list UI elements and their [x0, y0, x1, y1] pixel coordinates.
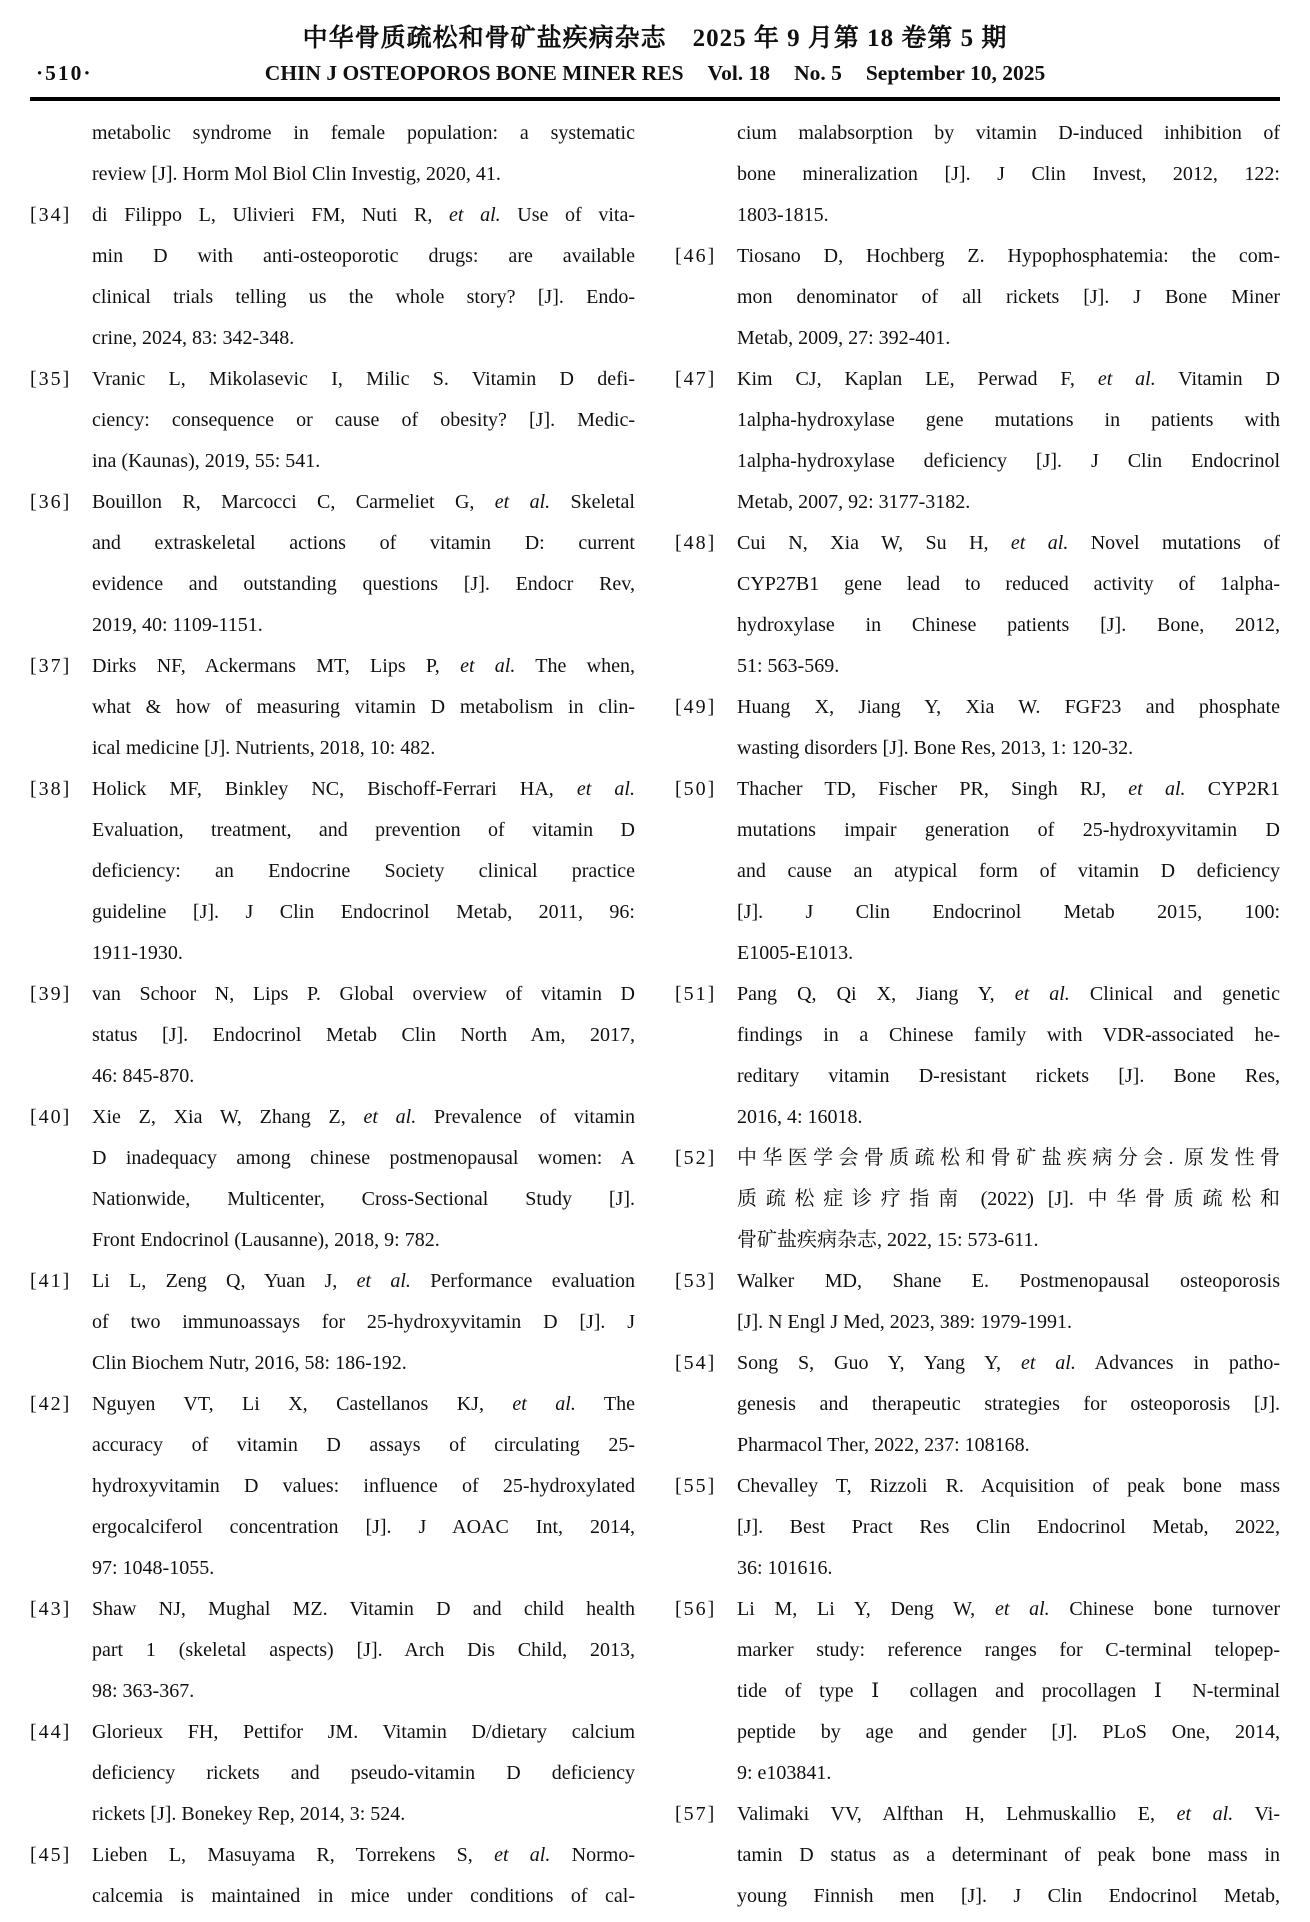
reference-line: 9: e103841.: [737, 1762, 832, 1784]
reference-line: clinical trials telling us the whole story? [J]. Endo-: [92, 286, 635, 308]
reference-item: [675, 113, 1280, 236]
reference-line: mon denominator of all rickets [J]. J Bone Miner: [737, 286, 1280, 308]
reference-line: metabolic syndrome in female population: a systematic: [92, 122, 635, 144]
reference-line: 骨矿盐疾病杂志, 2022, 15: 573-611.: [737, 1229, 1039, 1251]
reference-item: [30, 1097, 635, 1261]
reference-line: Lieben L, Masuyama R, Torrekens S, et al. Normo-: [92, 1844, 635, 1866]
reference-item: [30, 1261, 635, 1384]
reference-line: Thacher TD, Fischer PR, Singh RJ, et al. CYP2R1: [737, 778, 1280, 800]
reference-line: 51: 563-569.: [737, 655, 840, 677]
reference-line: Walker MD, Shane E. Postmenopausal osteoporosis: [737, 1270, 1280, 1292]
reference-number: [34]: [30, 204, 72, 226]
reference-number: [48]: [675, 532, 717, 554]
issue-info-chinese: 2025 年 9 月第 18 卷第 5 期: [692, 25, 1008, 52]
reference-item: [675, 236, 1280, 359]
reference-item: [675, 1589, 1280, 1794]
reference-number: [41]: [30, 1270, 72, 1292]
references-column-right: [675, 113, 1280, 1917]
reference-text: [737, 523, 1280, 687]
reference-text: [92, 769, 635, 974]
reference-item: [30, 646, 635, 769]
reference-line: CYP27B1 gene lead to reduced activity of 1alpha-: [737, 573, 1280, 595]
reference-item: [30, 1589, 635, 1712]
reference-item: [30, 113, 635, 195]
reference-number: [38]: [30, 778, 72, 800]
reference-line: part 1 (skeletal aspects) [J]. Arch Dis Child, 2013,: [92, 1639, 635, 1661]
reference-line: mutations impair generation of 25-hydroxyvitamin D: [737, 819, 1280, 841]
reference-line: tamin D status as a determinant of peak bone mass in: [737, 1844, 1280, 1866]
page-header: [0, 0, 1310, 101]
reference-number: [42]: [30, 1393, 72, 1415]
reference-line: reditary vitamin D-resistant rickets [J]. Bone Res,: [737, 1065, 1280, 1087]
reference-line: Song S, Guo Y, Yang Y, et al. Advances in patho-: [737, 1352, 1281, 1374]
reference-number: [43]: [30, 1598, 72, 1620]
reference-number: [53]: [675, 1270, 717, 1292]
reference-line: Nguyen VT, Li X, Castellanos KJ, et al. The: [92, 1393, 635, 1415]
reference-line: deficiency: an Endocrine Society clinical practice: [92, 860, 635, 882]
reference-line: Tiosano D, Hochberg Z. Hypophosphatemia: the com-: [737, 245, 1280, 267]
reference-text: [737, 1138, 1280, 1261]
reference-text: [92, 1261, 635, 1384]
reference-line: 46: 845-870.: [92, 1065, 195, 1087]
reference-line: calcemia is maintained in mice under conditions of cal-: [92, 1885, 635, 1907]
reference-line: 97: 1048-1055.: [92, 1557, 215, 1579]
reference-line: Xie Z, Xia W, Zhang Z, et al. Prevalence of vitamin: [92, 1106, 635, 1128]
date-label: September 10, 2025: [865, 61, 1046, 85]
reference-number: [51]: [675, 983, 717, 1005]
reference-line: tide of type Ⅰ collagen and procollagen Ⅰ N-terminal: [737, 1680, 1280, 1702]
reference-line: wasting disorders [J]. Bone Res, 2013, 1: 120-32.: [737, 737, 1134, 759]
reference-text: [737, 113, 1280, 236]
reference-line: review [J]. Horm Mol Biol Clin Investig, 2020, 41.: [92, 163, 501, 185]
reference-line: 中华医学会骨质疏松和骨矿盐疾病分会. 原发性骨: [737, 1147, 1280, 1169]
reference-text: [92, 359, 635, 482]
reference-item: [30, 359, 635, 482]
reference-text: [92, 1384, 635, 1589]
journal-title-chinese: 中华骨质疏松和骨矿盐疾病杂志: [302, 25, 667, 52]
reference-number: [52]: [675, 1147, 717, 1169]
reference-text: [737, 1343, 1280, 1466]
reference-line: di Filippo L, Ulivieri FM, Nuti R, et al. Use of vita-: [92, 204, 635, 226]
reference-line: Front Endocrinol (Lausanne), 2018, 9: 782.: [92, 1229, 440, 1251]
reference-line: ergocalciferol concentration [J]. J AOAC Int, 2014,: [92, 1516, 635, 1538]
reference-item: [30, 769, 635, 974]
reference-line: marker study: reference ranges for C-terminal telopep-: [737, 1639, 1280, 1661]
reference-item: [30, 1384, 635, 1589]
reference-number: [44]: [30, 1721, 72, 1743]
reference-line: min D with anti-osteoporotic drugs: are available: [92, 245, 635, 267]
reference-line: Clin Biochem Nutr, 2016, 58: 186-192.: [92, 1352, 407, 1374]
reference-text: [737, 1261, 1280, 1343]
journal-title-english: CHIN J OSTEOPOROS BONE MINER RES: [264, 61, 684, 85]
reference-line: Nationwide, Multicenter, Cross-Sectional Study [J].: [92, 1188, 635, 1210]
reference-line: 1alpha-hydroxylase gene mutations in patients with: [737, 409, 1280, 431]
reference-line: [J]. Best Pract Res Clin Endocrinol Metab, 2022,: [737, 1516, 1280, 1538]
reference-text: [92, 1589, 635, 1712]
reference-line: cium malabsorption by vitamin D-induced inhibition of: [737, 122, 1280, 144]
reference-number: [55]: [675, 1475, 717, 1497]
reference-text: [92, 113, 635, 195]
reference-line: D inadequacy among chinese postmenopausal women: A: [92, 1147, 635, 1169]
reference-line: genesis and therapeutic strategies for osteoporosis [J].: [737, 1393, 1280, 1415]
reference-line: Kim CJ, Kaplan LE, Perwad F, et al. Vitamin D: [737, 368, 1280, 390]
reference-line: Bouillon R, Marcocci C, Carmeliet G, et al. Skeletal: [92, 491, 635, 513]
reference-number: [49]: [675, 696, 717, 718]
reference-line: and extraskeletal actions of vitamin D: current: [92, 532, 635, 554]
reference-line: van Schoor N, Lips P. Global overview of vitamin D: [92, 983, 635, 1005]
reference-text: [92, 1712, 635, 1835]
reference-text: [92, 1835, 635, 1917]
reference-item: [675, 1343, 1280, 1466]
reference-number: [57]: [675, 1803, 717, 1825]
reference-line: guideline [J]. J Clin Endocrinol Metab, 2011, 96:: [92, 901, 635, 923]
reference-line: ical medicine [J]. Nutrients, 2018, 10: 482.: [92, 737, 436, 759]
reference-item: [675, 1794, 1280, 1917]
reference-line: Valimaki VV, Alfthan H, Lehmuskallio E, et al. Vi-: [737, 1803, 1280, 1825]
reference-number: [37]: [30, 655, 72, 677]
reference-text: [737, 1794, 1280, 1917]
reference-line: peptide by age and gender [J]. PLoS One, 2014,: [737, 1721, 1280, 1743]
reference-line: rickets [J]. Bonekey Rep, 2014, 3: 524.: [92, 1803, 406, 1825]
reference-item: [675, 359, 1280, 523]
reference-line: Li L, Zeng Q, Yuan J, et al. Performance evaluation: [92, 1270, 635, 1292]
reference-item: [675, 769, 1280, 974]
reference-number: [50]: [675, 778, 717, 800]
reference-text: [737, 687, 1280, 769]
reference-text: [737, 359, 1280, 523]
reference-text: [92, 195, 635, 359]
reference-line: Glorieux FH, Pettifor JM. Vitamin D/dietary calcium: [92, 1721, 635, 1743]
reference-line: Holick MF, Binkley NC, Bischoff-Ferrari HA, et al.: [92, 778, 635, 800]
reference-line: of two immunoassays for 25-hydroxyvitamin D [J]. J: [92, 1311, 635, 1333]
reference-line: ciency: consequence or cause of obesity? [J]. Medic-: [92, 409, 635, 431]
reference-line: bone mineralization [J]. J Clin Invest, 2012, 122:: [737, 163, 1280, 185]
header-english-line: [0, 56, 1310, 90]
page-number: ·510·: [36, 61, 93, 85]
reference-item: [675, 1138, 1280, 1261]
reference-text: [92, 974, 635, 1097]
reference-number: [39]: [30, 983, 72, 1005]
reference-number: [40]: [30, 1106, 72, 1128]
reference-line: accuracy of vitamin D assays of circulating 25-: [92, 1434, 635, 1456]
issue-label: No. 5: [794, 61, 842, 85]
reference-text: [737, 974, 1280, 1138]
reference-line: status [J]. Endocrinol Metab Clin North Am, 2017,: [92, 1024, 635, 1046]
reference-line: hydroxylase in Chinese patients [J]. Bone, 2012,: [737, 614, 1280, 636]
reference-line: Metab, 2009, 27: 392-401.: [737, 327, 951, 349]
reference-item: [675, 523, 1280, 687]
reference-text: [737, 1466, 1280, 1589]
reference-text: [92, 646, 635, 769]
reference-item: [30, 1835, 635, 1917]
header-chinese-line: [0, 22, 1310, 56]
references-section: [0, 101, 1310, 1917]
reference-item: [30, 974, 635, 1097]
reference-line: E1005-E1013.: [737, 942, 854, 964]
reference-line: 1alpha-hydroxylase deficiency [J]. J Clin Endocrinol: [737, 450, 1280, 472]
reference-item: [30, 482, 635, 646]
reference-item: [675, 687, 1280, 769]
reference-number: [46]: [675, 245, 717, 267]
reference-line: and cause an atypical form of vitamin D deficiency: [737, 860, 1280, 882]
reference-item: [675, 974, 1280, 1138]
reference-line: young Finnish men [J]. J Clin Endocrinol Metab,: [737, 1885, 1280, 1907]
reference-number: [36]: [30, 491, 72, 513]
reference-text: [92, 1097, 635, 1261]
reference-number: [54]: [675, 1352, 717, 1374]
reference-text: [737, 236, 1280, 359]
reference-line: Pang Q, Qi X, Jiang Y, et al. Clinical and genetic: [737, 983, 1280, 1005]
reference-line: crine, 2024, 83: 342-348.: [92, 327, 295, 349]
reference-line: Evaluation, treatment, and prevention of vitamin D: [92, 819, 635, 841]
reference-line: Dirks NF, Ackermans MT, Lips P, et al. The when,: [92, 655, 635, 677]
reference-item: [675, 1466, 1280, 1589]
reference-line: Shaw NJ, Mughal MZ. Vitamin D and child health: [92, 1598, 635, 1620]
volume-label: Vol. 18: [707, 61, 771, 85]
reference-line: Metab, 2007, 92: 3177-3182.: [737, 491, 971, 513]
reference-line: 质疏松症诊疗指南 (2022) [J]. 中华骨质疏松和: [737, 1188, 1280, 1210]
reference-line: what & how of measuring vitamin D metabolism in clin-: [92, 696, 635, 718]
reference-text: [92, 482, 635, 646]
journal-info-english: [0, 56, 1310, 90]
reference-line: 1803-1815.: [737, 204, 829, 226]
reference-line: [J]. N Engl J Med, 2023, 389: 1979-1991.: [737, 1311, 1072, 1333]
reference-line: 2016, 4: 16018.: [737, 1106, 863, 1128]
reference-text: [737, 769, 1280, 974]
reference-line: Huang X, Jiang Y, Xia W. FGF23 and phosphate: [737, 696, 1280, 718]
reference-line: 2019, 40: 1109-1151.: [92, 614, 263, 636]
reference-line: Li M, Li Y, Deng W, et al. Chinese bone turnover: [737, 1598, 1280, 1620]
reference-line: Chevalley T, Rizzoli R. Acquisition of peak bone mass: [737, 1475, 1280, 1497]
reference-item: [30, 195, 635, 359]
reference-line: 98: 363-367.: [92, 1680, 195, 1702]
reference-line: 1911-1930.: [92, 942, 183, 964]
reference-line: deficiency rickets and pseudo-vitamin D deficiency: [92, 1762, 635, 1784]
reference-line: 36: 101616.: [737, 1557, 833, 1579]
reference-item: [675, 1261, 1280, 1343]
reference-line: evidence and outstanding questions [J]. Endocr Rev,: [92, 573, 635, 595]
reference-item: [30, 1712, 635, 1835]
reference-line: Pharmacol Ther, 2022, 237: 108168.: [737, 1434, 1030, 1456]
reference-line: Vranic L, Mikolasevic I, Milic S. Vitamin D defi-: [92, 368, 635, 390]
reference-number: [35]: [30, 368, 72, 390]
reference-line: Cui N, Xia W, Su H, et al. Novel mutations of: [737, 532, 1280, 554]
reference-line: [J]. J Clin Endocrinol Metab 2015, 100:: [737, 901, 1280, 923]
reference-number: [45]: [30, 1844, 72, 1866]
references-column-left: [30, 113, 635, 1917]
reference-number: [56]: [675, 1598, 717, 1620]
reference-number: [47]: [675, 368, 717, 390]
reference-text: [737, 1589, 1280, 1794]
reference-line: findings in a Chinese family with VDR-associated he-: [737, 1024, 1280, 1046]
reference-line: ina (Kaunas), 2019, 55: 541.: [92, 450, 321, 472]
reference-line: hydroxyvitamin D values: influence of 25-hydroxylated: [92, 1475, 635, 1497]
